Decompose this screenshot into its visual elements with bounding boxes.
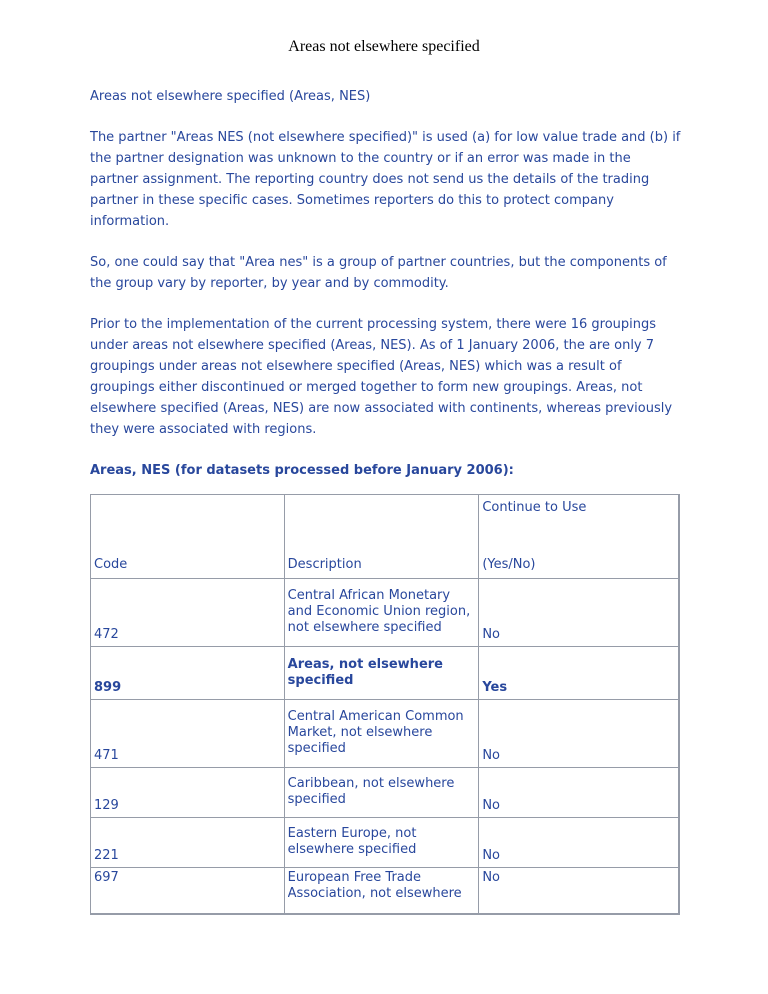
- table-row: [91, 818, 679, 868]
- cell-continue: Yes: [479, 647, 679, 700]
- cell-code: 472: [91, 579, 285, 647]
- cell-description: Eastern Europe, not elsewhere specified: [285, 818, 480, 868]
- header-continue-bottom: (Yes/No): [482, 557, 536, 572]
- paragraph: The partner "Areas NES (not elsewhere specified)" is used (a) for low value trade and (b) if the partner designation was unknown to the country or if an error was made in the partner assignment. The reporting country does not send us the details of the trading partner in these specific cases. Sometimes reporters do this to protect company information.: [90, 130, 681, 229]
- table-body: [91, 579, 679, 914]
- cell-continue: No: [479, 818, 679, 868]
- header-continue: [479, 495, 679, 579]
- paragraph: Areas not elsewhere specified (Areas, NES): [90, 89, 371, 104]
- section-heading: Areas, NES (for datasets processed before January 2006):: [90, 463, 514, 478]
- table-row: [91, 647, 679, 700]
- cell-continue: No: [479, 700, 679, 768]
- paragraph: Prior to the implementation of the current processing system, there were 16 groupings under areas not elsewhere specified (Areas, NES). As of 1 January 2006, the are only 7 groupings under areas not elsewhere specified (Areas, NES) which was a result of groupings either discontinued or merged together to form new groupings. Areas, not elsewhere specified (Areas, NES) are now associated with continents, whereas previously they were associated with regions.: [90, 317, 673, 437]
- table-header-row: [91, 495, 679, 579]
- cell-code: 221: [91, 818, 285, 868]
- cell-code: 471: [91, 700, 285, 768]
- paragraph: So, one could say that "Area nes" is a group of partner countries, but the components of the group vary by reporter, by year and by commodity.: [90, 255, 667, 291]
- header-code: Code: [91, 495, 285, 579]
- cell-description: Areas, not elsewhere specified: [285, 647, 480, 700]
- table-row: [91, 579, 679, 647]
- table-row: [91, 768, 679, 818]
- areas-nes-table: [90, 494, 680, 915]
- cell-code: 697: [91, 868, 285, 914]
- header-description: Description: [285, 495, 480, 579]
- page-title: Areas not elsewhere specified: [288, 38, 480, 55]
- cell-description: Central American Common Market, not elsewhere specified: [285, 700, 480, 768]
- cell-continue: No: [479, 768, 679, 818]
- document-body: [90, 86, 682, 915]
- cell-code: 899: [91, 647, 285, 700]
- cell-continue: No: [479, 868, 679, 914]
- header-continue-top: Continue to Use: [482, 500, 587, 515]
- table-row: [91, 700, 679, 768]
- cell-description: European Free Trade Association, not elsewhere: [285, 868, 480, 914]
- table-row: [91, 868, 679, 914]
- cell-description: Central African Monetary and Economic Union region, not elsewhere specified: [285, 579, 480, 647]
- cell-code: 129: [91, 768, 285, 818]
- cell-description: Caribbean, not elsewhere specified: [285, 768, 480, 818]
- cell-continue: No: [479, 579, 679, 647]
